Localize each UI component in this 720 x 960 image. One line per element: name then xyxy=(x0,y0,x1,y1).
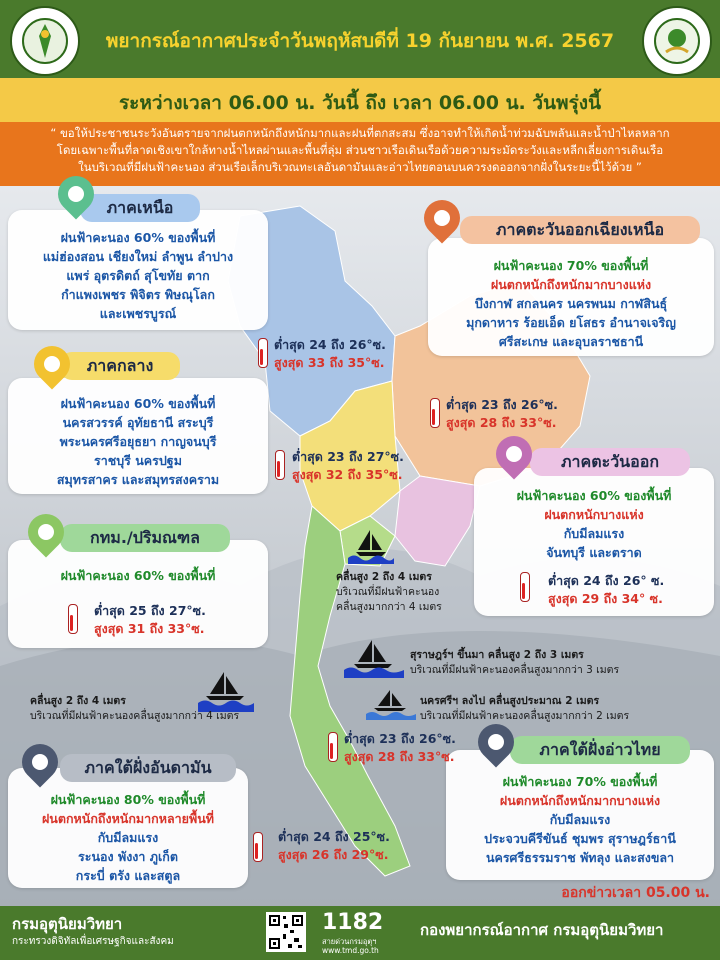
south-east-line: นครศรีธรรมราช พัทลุง และสงขลา xyxy=(485,850,675,865)
northeast-temp xyxy=(446,396,558,432)
bangkok-line: ฝนฟ้าคะนอง 60% ของพื้นที่ xyxy=(60,568,216,583)
north-tmax: สูงสุด 33 ถึง 35°ซ. xyxy=(274,355,385,370)
central-line: พระนครศรีอยุธยา กาญจนบุรี xyxy=(59,434,217,449)
northeast-tmax: สูงสุด 28 ถึง 33°ซ. xyxy=(446,415,557,430)
central-line: ฝนฟ้าคะนอง 60% ของพื้นที่ xyxy=(60,396,216,411)
thermometer-icon xyxy=(68,604,78,634)
central-tmin: ต่ำสุด 23 ถึง 27°ซ. xyxy=(292,449,404,464)
boat-wave-icon xyxy=(348,526,394,564)
footer-ministry: กระทรวงดิจิทัลเพื่อเศรษฐกิจและสังคม xyxy=(12,936,174,947)
central-card xyxy=(8,378,268,494)
east-title: ภาคตะวันออก xyxy=(530,448,690,476)
qr-code-icon[interactable] xyxy=(266,912,306,952)
south-west-title: ภาคใต้ฝั่งอันดามัน xyxy=(60,754,236,782)
northeast-line: ศรีสะเกษ และอุบลราชธานี xyxy=(498,334,644,349)
warning-line: โดยเฉพาะพื้นที่ลาดเชิงเขาใกล้ทางน้ำไหลผ่านและพื้นที่ลุ่ม ส่วนชาวเรือเดินเรือด้วยความระมัดระวังและหลีกเลี่ยงการเดินเรือ xyxy=(56,143,664,157)
footer-division: กองพยากรณ์อากาศ กรมอุตุนิยมวิทยา xyxy=(420,921,664,939)
northeast-line: บึงกาฬ สกลนคร นครพนม กาฬสินธุ์ xyxy=(474,296,668,311)
north-line: และเพชรบูรณ์ xyxy=(99,306,177,321)
east-tmin: ต่ำสุด 24 ถึง 26° ซ. xyxy=(548,573,665,588)
boat-wave-icon xyxy=(366,688,416,720)
east-line: ฝนฟ้าคะนอง 60% ของพื้นที่ xyxy=(516,488,672,503)
south-east-line: ประจวบคีรีขันธ์ ชุมพร สุราษฎร์ธานี xyxy=(484,831,676,846)
thermometer-icon xyxy=(328,732,338,762)
east-line: จันทบุรี และตราด xyxy=(546,545,642,560)
forecast-period: ระหว่างเวลา 06.00 น. วันนี้ ถึง เวลา 06.00 น. วันพรุ่งนี้ xyxy=(118,92,602,114)
south-west-line: กระบี่ ตรัง และสตูล xyxy=(75,868,181,883)
wave-detail: บริเวณที่มีฝนฟ้าคะนอง xyxy=(336,586,440,598)
hotline-caption-text: สายด่วนกรมอุตุฯ xyxy=(322,937,377,946)
ministry-logo xyxy=(10,6,80,76)
south-west-tmax: สูงสุด 26 ถึง 29°ซ. xyxy=(278,847,389,862)
north-line: แม่ฮ่องสอน เชียงใหม่ ลำพูน ลำปาง xyxy=(42,249,234,264)
south-west-line: กับมีลมแรง xyxy=(97,830,159,845)
north-line: ฝนฟ้าคะนอง 60% ของพื้นที่ xyxy=(60,230,216,245)
tmd-emblem-icon xyxy=(652,16,702,66)
wave-detail: บริเวณที่มีฝนฟ้าคะนองคลื่นสูงมากกว่า 2 เมตร xyxy=(420,710,630,722)
hotline-number: 1182 xyxy=(322,910,384,935)
wave-gulf-upper xyxy=(336,570,442,615)
northeast-line: ฝนตกหนักถึงหนักมากบางแห่ง xyxy=(490,277,652,292)
bangkok-temp xyxy=(94,602,206,638)
footer-org: กรมอุตุนิยมวิทยา xyxy=(12,915,123,933)
south-east-line: ฝนฟ้าคะนอง 70% ของพื้นที่ xyxy=(502,774,658,789)
tmd-logo xyxy=(642,6,712,76)
south-east-tmax: สูงสุด 28 ถึง 33°ซ. xyxy=(344,749,455,764)
northeast-title: ภาคตะวันออกเฉียงเหนือ xyxy=(460,216,700,244)
south-east-line: กับมีลมแรง xyxy=(549,812,611,827)
wave-gulf-mid xyxy=(410,648,619,678)
warning-line: “ ขอให้ประชาชนระวังอันตรายจากฝนตกหนักถึงหนักมากและฝนที่ตกสะสม ซึ่งอาจทำให้เกิดน้ำท่วมฉับพลันและน้ำป่าไหลหลาก xyxy=(50,126,670,140)
south-east-temp xyxy=(344,730,456,766)
east-line: กับมีลมแรง xyxy=(563,526,625,541)
east-tmax: สูงสุด 29 ถึง 34° ซ. xyxy=(548,591,663,606)
south-east-tmin: ต่ำสุด 23 ถึง 26°ซ. xyxy=(344,731,456,746)
wave-detail: บริเวณที่มีฝนฟ้าคะนองคลื่นสูงมากกว่า 3 เมตร xyxy=(410,664,620,676)
central-temp xyxy=(292,448,404,484)
south-west-tmin: ต่ำสุด 24 ถึง 25°ซ. xyxy=(278,829,390,844)
central-tmax: สูงสุด 32 ถึง 35°ซ. xyxy=(292,467,403,482)
wave-height: สุราษฎร์ฯ ขึ้นมา คลื่นสูง 2 ถึง 3 เมตร xyxy=(410,649,584,661)
central-line: นครสวรรค์ อุทัยธานี สระบุรี xyxy=(62,415,214,430)
east-line: ฝนตกหนักบางแห่ง xyxy=(544,507,644,522)
bangkok-title: กทม./ปริมณฑล xyxy=(60,524,230,552)
north-tmin: ต่ำสุด 24 ถึง 26°ซ. xyxy=(274,337,386,352)
northeast-tmin: ต่ำสุด 23 ถึง 26°ซ. xyxy=(446,397,558,412)
warning-line: ในบริเวณที่มีฝนฟ้าคะนอง ส่วนเรือเล็กบริเวณทะเลอันดามันและอ่าวไทยตอนบนควรงดออกจากฝั่งในระยะนี้ไว้ด้วย ” xyxy=(78,160,642,174)
south-west-line: ฝนฟ้าคะนอง 80% ของพื้นที่ xyxy=(50,792,206,807)
south-west-card xyxy=(8,768,248,888)
south-east-card xyxy=(446,750,714,880)
bangkok-tmin: ต่ำสุด 25 ถึง 27°ซ. xyxy=(94,603,206,618)
central-line: ราชบุรี นครปฐม xyxy=(94,453,182,468)
wave-height: คลื่นสูง 2 ถึง 4 เมตร xyxy=(30,695,126,707)
wave-gulf-low xyxy=(420,694,629,724)
north-title: ภาคเหนือ xyxy=(80,194,200,222)
south-east-line: ฝนตกหนักถึงหนักมากบางแห่ง xyxy=(499,793,661,808)
page-title: พยากรณ์อากาศประจำวันพฤหัสบดีที่ 19 กันยายน พ.ศ. 2567 xyxy=(105,30,615,52)
thermometer-icon xyxy=(258,338,268,368)
thermometer-icon xyxy=(430,398,440,428)
bangkok-tmax: สูงสุด 31 ถึง 33°ซ. xyxy=(94,621,205,636)
central-title: ภาคกลาง xyxy=(60,352,180,380)
warning-banner xyxy=(0,122,720,186)
thermometer-icon xyxy=(253,832,263,862)
northeast-card xyxy=(428,238,714,356)
wave-height: นครศรีฯ ลงไป คลื่นสูงประมาณ 2 เมตร xyxy=(420,695,600,707)
map-east xyxy=(395,476,480,566)
thermometer-icon xyxy=(275,450,285,480)
south-west-line: ฝนตกหนักถึงหนักมากหลายพื้นที่ xyxy=(41,811,215,826)
northeast-line: ฝนฟ้าคะนอง 70% ของพื้นที่ xyxy=(493,258,649,273)
wave-height: คลื่นสูง 2 ถึง 4 เมตร xyxy=(336,571,432,583)
east-temp xyxy=(548,572,664,608)
wave-detail: คลื่นสูงมากกว่า 4 เมตร xyxy=(336,601,442,613)
thermometer-icon xyxy=(520,572,530,602)
north-card xyxy=(8,210,268,330)
northeast-line: มุกดาหาร ร้อยเอ็ด ยโสธร อำนาจเจริญ xyxy=(466,315,676,330)
north-line: กำแพงเพชร พิจิตร พิษณุโลก xyxy=(61,287,215,302)
south-west-temp xyxy=(278,828,390,864)
hotline-caption xyxy=(322,937,379,955)
wave-andaman xyxy=(30,694,239,724)
north-temp xyxy=(274,336,386,372)
south-east-title: ภาคใต้ฝั่งอ่าวไทย xyxy=(510,736,690,764)
ministry-emblem-icon xyxy=(20,16,70,66)
website-link[interactable]: www.tmd.go.th xyxy=(322,946,379,955)
boat-wave-icon xyxy=(344,638,404,678)
issued-time: ออกข่าวเวลา 05.00 น. xyxy=(561,885,710,901)
wave-detail: บริเวณที่มีฝนฟ้าคะนองคลื่นสูงมากกว่า 4 เมตร xyxy=(30,710,240,722)
north-line: แพร่ อุตรดิตถ์ สุโขทัย ตาก xyxy=(66,268,210,283)
central-line: สมุทรสาคร และสมุทรสงคราม xyxy=(56,472,220,487)
south-west-line: ระนอง พังงา ภูเก็ต xyxy=(78,849,178,864)
